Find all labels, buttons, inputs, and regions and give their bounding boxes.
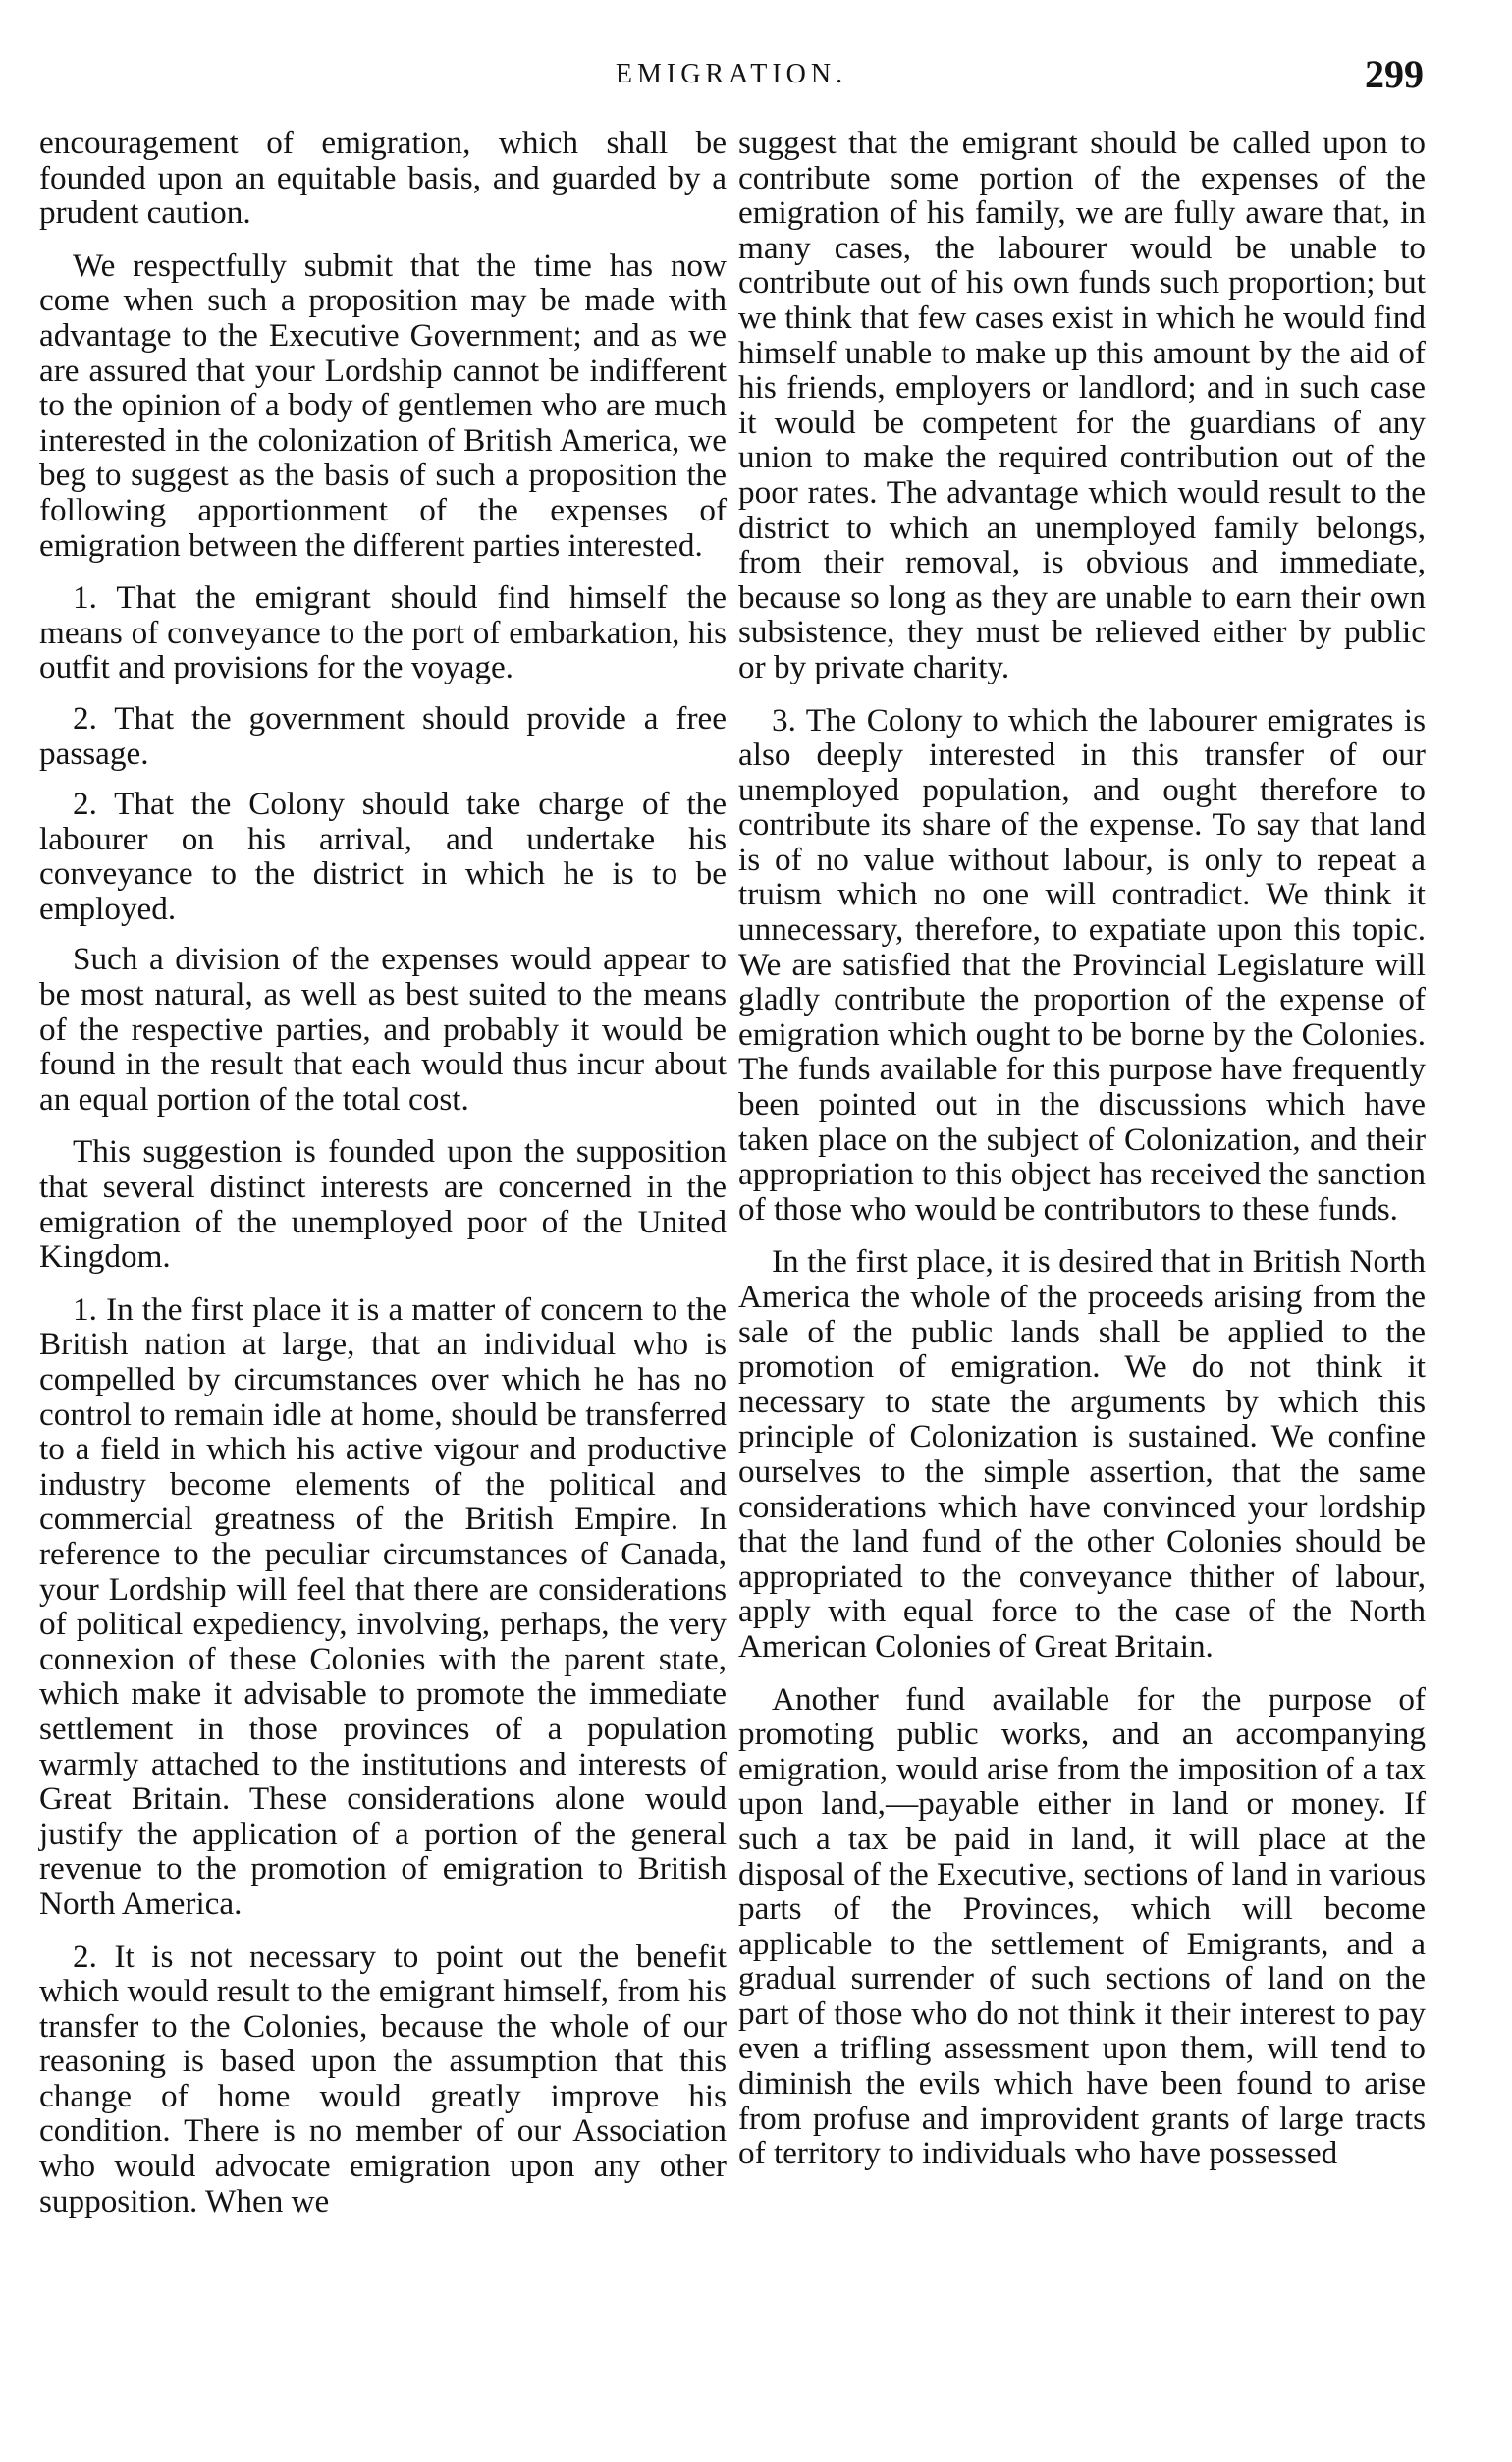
paragraph: suggest that the emigrant should be called upon to contribute some portion of the expenses of the emigration of his family, we are fully aware that, in many cases, the labourer would be unable to contribute out of his own funds such proportion; but we think that few cases exist in which he would find himself unable to make up this amount by the aid of his friends, employers or landlord; and in such case it would be competent for the guardians of any union to make the required contribution out of the poor rates. The advantage which would result to the district to which an unemployed family belongs, from their removal, is obvious and immediate, because so long as they are unable to earn their own subsistence, they must be relieved either by public or by private charity.	[738, 125, 1426, 685]
paragraph: In the first place, it is desired that in British North America the whole of the proceeds arising from the sale of the public lands shall be applied to the promotion of emigration. We do not think it necessary to state the arguments by which this principle of Colonization is sustained. We confine ourselves to the simple assertion, that the same considerations which have convinced your lordship that the land fund of the other Colonies should be appropriated to the conveyance thither of labour, apply with equal force to the case of the North American Colonies of Great Britain.	[738, 1243, 1426, 1665]
paragraph: 3. The Colony to which the labourer emigrates is also deeply interested in this transfer of our unemployed population, and ought therefore to contribute its share of the expense. To say that land is of no value without labour, is only to repeat a truism which no one will contradict. We think it unnecessary, therefore, to expatiate upon this topic. We are satisfied that the Provincial Legislature will gladly contribute the proportion of the expense of emigration which ought to be borne by the Colonies. The funds available for this purpose have frequently been pointed out in the discussions which have taken place on the subject of Colonization, and their appropriation to this object has received the sanction of those who would be contributors to these funds.	[738, 701, 1426, 1228]
paragraph: 2. It is not necessary to point out the benefit which would result to the emigrant himself, from his transfer to the Colonies, because the whole of our reasoning is based upon the assumption that this change of home would greatly improve his condition. There is no member of our Association who would advocate emigration upon any other supposition. When we	[39, 1938, 727, 2219]
paragraph: 1. In the first place it is a matter of concern to the British nation at large, that an individual who is compelled by circumstances over which he has no control to remain idle at home, should be transferred to a field in which his active vigour and productive industry become elements of the political and commercial greatness of the British Empire. In reference to the peculiar circumstances of Canada, your Lordship will feel that there are considerations of political expediency, involving, perhaps, the very connexion of these Colonies with the parent state, which make it advisable to promote the immediate settlement in those provinces of a population warmly attached to the institutions and interests of Great Britain. These considerations alone would justify the application of a portion of the general revenue to the promotion of emigration to British North America.	[39, 1290, 727, 1922]
paragraph: encouragement of emigration, which shall be founded upon an equitable basis, and guarded by a prudent caution.	[39, 125, 727, 232]
running-title: EMIGRATION.	[615, 59, 848, 89]
paragraph: Another fund available for the purpose of promoting public works, and an accompanying emigration, would arise from the imposition of a tax upon land,—payable either in land or money. If such a tax be paid in land, it will place at the disposal of the Executive, sections of land in various parts of the Provinces, which will become applicable to the settlement of Emigrants, and a gradual surrender of such sections of land on the part of those who do not think it their interest to pay even a trifling assessment upon them, will tend to diminish the evils which have been found to arise from profuse and improvident grants of large tracts of territory to individuals who have possessed	[738, 1680, 1426, 2172]
right-column	[738, 126, 1426, 2189]
list-paragraph: 2. That the Colony should take charge of the labourer on his arrival, and undertake his conveyance to the district in which he is to be employed.	[39, 786, 727, 927]
paragraph: This suggestion is founded upon the supposition that several distinct interests are concerned in the emigration of the unemployed poor of the United Kingdom.	[39, 1133, 727, 1276]
running-head	[39, 51, 1424, 100]
page-number: 299	[1365, 52, 1424, 96]
paragraph: We respectfully submit that the time has now come when such a proposition may be made with advantage to the Executive Government; and as we are assured that your Lordship cannot be indifferent to the opinion of a body of gentlemen who are much interested in the colonization of British America, we beg to suggest as the basis of such a proposition the following apportionment of the expenses of emigration between the different parties interested.	[39, 246, 727, 564]
list-paragraph: 2. That the government should provide a free passage.	[39, 699, 727, 772]
list-paragraph: 1. That the emigrant should find himself the means of conveyance to the port of embarkation, his outfit and provisions for the voyage.	[39, 579, 727, 686]
left-column	[39, 126, 727, 2236]
paragraph: Such a division of the expenses would appear to be most natural, as well as best suited to the means of the respective parties, and probably it would be found in the result that each would thus incur about an equal portion of the total cost.	[39, 941, 727, 1118]
